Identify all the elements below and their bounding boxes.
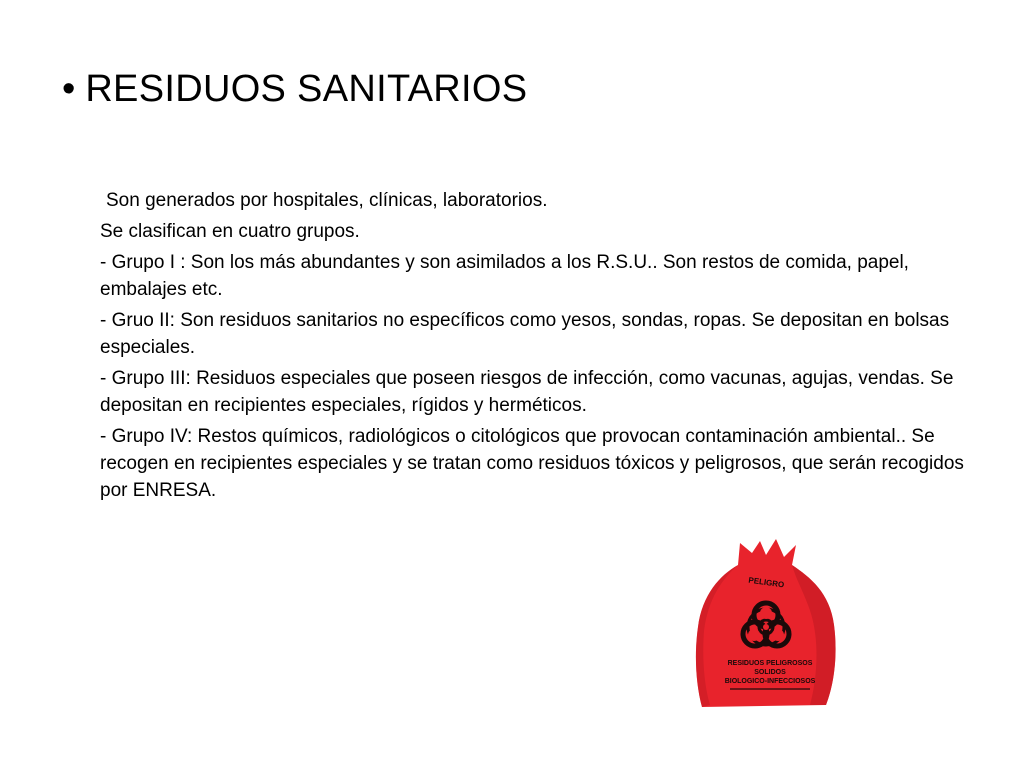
title-bullet: • — [62, 68, 76, 110]
paragraph-intro: Son generados por hospitales, clínicas, laboratorios. — [106, 190, 548, 211]
paragraph-classification: Se clasifican en cuatro grupos. — [100, 221, 360, 242]
paragraph-grupo-1: - Grupo I : Son los más abundantes y son asimilados a los R.S.U.. Son restos de comida, papel, embalajes etc. — [100, 252, 909, 300]
slide-title: RESIDUOS SANITARIOS — [85, 68, 528, 110]
biohazard-bag-icon — [692, 535, 842, 710]
bag-label-line-3: BIOLOGICO-INFECCIOSOS — [724, 678, 816, 685]
paragraph-grupo-4: - Grupo IV: Restos químicos, radiológicos o citológicos que provocan contaminación ambiental.. Se recogen en recipientes especiales y se tratan como residuos tóxicos y peligrosos, que serán recogidos por ENRESA. — [100, 426, 964, 501]
paragraph-grupo-3: - Grupo III: Residuos especiales que poseen riesgos de infección, como vacunas, agujas, vendas. Se depositan en recipientes especiales, rígidos y herméticos. — [100, 368, 954, 416]
paragraph-grupo-2: - Gruo II: Son residuos sanitarios no específicos como yesos, sondas, ropas. Se depositan en bolsas especiales. — [100, 310, 950, 358]
bag-warning-label: PELIGRO — [747, 575, 785, 590]
bag-label-line-2: SOLIDOS — [754, 669, 786, 676]
bag-label-line-1: RESIDUOS PELIGROSOS — [727, 660, 813, 667]
slide-body — [100, 187, 980, 508]
slide-title-row — [62, 70, 527, 108]
